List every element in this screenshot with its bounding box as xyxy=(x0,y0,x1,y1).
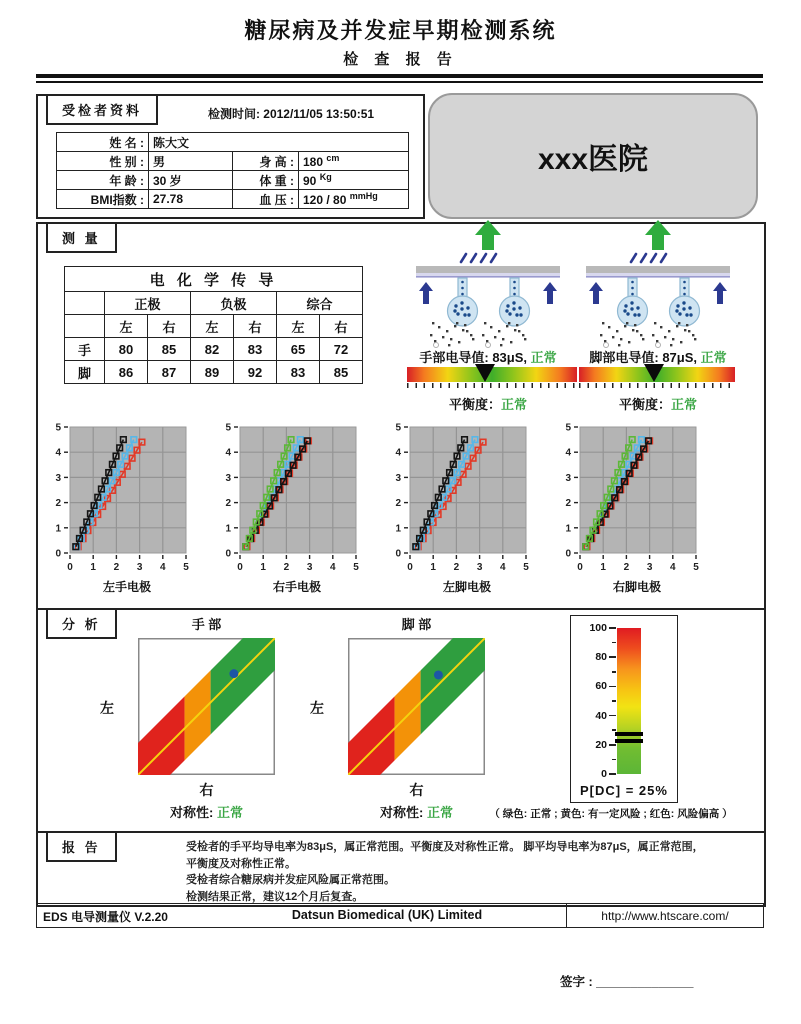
risk-scale-tick xyxy=(612,700,616,702)
report-line: 受检者的手平均导电率为83μS，属正常范围。平衡度及对称性正常。 脚平均导电率为87μS，属正常范围， xyxy=(186,841,704,853)
svg-text:3: 3 xyxy=(646,562,653,573)
table-row xyxy=(65,292,363,315)
group-combined: 综合 xyxy=(277,292,363,315)
gender-value: 男 xyxy=(149,152,233,171)
report-section xyxy=(36,831,766,907)
name-value: 陈大文 xyxy=(149,133,409,152)
svg-text:5: 5 xyxy=(395,422,401,434)
test-time-value: 2012/11/05 13:50:51 xyxy=(263,107,375,121)
electrode-chart-plot xyxy=(382,422,552,580)
svg-text:3: 3 xyxy=(395,472,401,484)
svg-text:3: 3 xyxy=(225,472,231,484)
bmi-value: 27.78 xyxy=(149,190,233,209)
foot-symmetry-diagram xyxy=(348,638,485,780)
svg-text:4: 4 xyxy=(55,447,61,459)
report-line: 检测结果正常，建议12个月后复查。 xyxy=(186,890,364,903)
hand-balance-bar xyxy=(407,367,577,382)
patient-table xyxy=(56,132,409,209)
row-label: 手 xyxy=(65,338,105,361)
svg-text:4: 4 xyxy=(225,447,231,459)
cell: 92 xyxy=(234,361,277,384)
foot-balance-line: 平衡度：正常 xyxy=(618,397,698,412)
report-line: 受检者综合糖尿病并发症风险属正常范围。 xyxy=(186,874,395,886)
electrode-chart-plot xyxy=(552,422,722,580)
hand-balance-line: 平衡度：正常 xyxy=(448,397,528,412)
svg-text:2: 2 xyxy=(623,562,630,573)
cell: 89 xyxy=(191,361,234,384)
svg-text:2: 2 xyxy=(565,498,571,510)
foot-balance-ticks xyxy=(579,383,735,388)
risk-scale-tick xyxy=(609,773,616,775)
svg-text:0: 0 xyxy=(407,562,413,573)
svg-text:5: 5 xyxy=(183,562,189,573)
corner-cell xyxy=(65,292,105,315)
measurement-section-label: 测 量 xyxy=(46,222,117,253)
age-value: 30 岁 xyxy=(149,171,233,190)
conduction-table xyxy=(64,266,363,384)
svg-text:4: 4 xyxy=(160,562,166,573)
svg-text:2: 2 xyxy=(283,562,290,573)
risk-scale-tick-label: 60 xyxy=(595,680,607,693)
risk-scale-tick-label: 20 xyxy=(595,738,607,751)
svg-text:1: 1 xyxy=(430,562,436,573)
row-label: 脚 xyxy=(65,361,105,384)
age-label: 年 龄 : xyxy=(57,171,149,190)
cell: 85 xyxy=(320,361,363,384)
signature-blank: ______________ xyxy=(596,975,694,989)
chart-caption: 左手电极 xyxy=(102,580,151,594)
risk-scale-tick-label: 0 xyxy=(601,768,607,780)
page-title: 糖尿病及并发症早期检测系统 xyxy=(244,18,557,43)
chart-left-foot xyxy=(382,422,552,595)
cell: 83 xyxy=(277,361,320,384)
report-text xyxy=(186,839,752,905)
side-header: 左 xyxy=(191,315,234,338)
table-row xyxy=(57,190,409,209)
cell: 83 xyxy=(234,338,277,361)
height-value: 180 $^{cm}$ xyxy=(299,152,409,171)
risk-value-marker xyxy=(615,732,643,737)
svg-text:2: 2 xyxy=(113,562,120,573)
page-subtitle: 检 查 报 告 xyxy=(343,51,458,68)
hospital-logo-box xyxy=(428,93,758,219)
patient-section-label: 受检者资料 xyxy=(46,94,158,125)
side-header: 右 xyxy=(320,315,363,338)
foot-status: 正常 xyxy=(700,350,727,365)
svg-text:5: 5 xyxy=(693,562,699,573)
svg-text:3: 3 xyxy=(565,472,571,484)
weight-unit: Kg xyxy=(319,172,332,182)
svg-text:5: 5 xyxy=(225,422,231,434)
risk-scale-tick xyxy=(609,627,616,629)
cell: 82 xyxy=(191,338,234,361)
device-version: EDS 电导测量仪 V.2.20 xyxy=(43,910,168,924)
risk-scale xyxy=(570,615,678,803)
svg-text:2: 2 xyxy=(55,498,61,510)
hand-left-axis-label: 左 xyxy=(100,700,114,716)
foot-gland-illustration xyxy=(578,218,738,350)
foot-symmetry-line: 对称性: 正常 xyxy=(380,805,453,820)
foot-balance-marker xyxy=(644,364,664,382)
cell: 72 xyxy=(320,338,363,361)
risk-scale-tick xyxy=(609,744,616,746)
svg-text:1: 1 xyxy=(565,523,571,535)
cell: 65 xyxy=(277,338,320,361)
chart-right-hand xyxy=(212,422,382,595)
svg-text:2: 2 xyxy=(395,498,401,510)
svg-text:4: 4 xyxy=(670,562,676,573)
svg-text:2: 2 xyxy=(225,498,231,510)
bmi-label: BMI指数 : xyxy=(57,190,149,209)
side-header: 左 xyxy=(105,315,148,338)
risk-gradient-bar xyxy=(617,628,641,774)
chart-caption: 右手电极 xyxy=(272,580,321,594)
svg-text:4: 4 xyxy=(330,562,336,573)
header-divider xyxy=(36,74,763,83)
weight-value: 90 $^{Kg}$ xyxy=(299,171,409,190)
cell: 80 xyxy=(105,338,148,361)
svg-text:3: 3 xyxy=(306,562,313,573)
risk-scale-tick-label: 100 xyxy=(589,622,607,634)
risk-scale-tick xyxy=(612,642,616,644)
svg-text:4: 4 xyxy=(565,447,571,459)
hand-balance-ticks xyxy=(407,383,577,388)
svg-text:1: 1 xyxy=(55,523,61,535)
svg-text:1: 1 xyxy=(600,562,606,573)
risk-legend: （ 绿色: 正常 ; 黄色: 有一定风险 ; 红色: 风险偏高 ） xyxy=(489,808,733,820)
symmetry-band-plot xyxy=(138,638,275,775)
company-name: Datsun Biomedical (UK) Limited xyxy=(291,908,483,922)
hand-conductance-line: 手部电导值: 83μS, 正常 xyxy=(419,350,557,365)
group-negative: 负极 xyxy=(191,292,277,315)
bp-label: 血 压 : xyxy=(233,190,299,209)
signature-line: 签字 : ______________ xyxy=(560,975,694,989)
patient-section xyxy=(36,94,425,219)
name-label: 姓 名 : xyxy=(57,133,149,152)
svg-text:0: 0 xyxy=(577,562,583,573)
table-row-foot xyxy=(65,361,363,384)
hand-status: 正常 xyxy=(530,350,557,365)
svg-text:4: 4 xyxy=(500,562,506,573)
conduction-table-title: 电 化 学 传 导 xyxy=(65,267,363,292)
side-header: 左 xyxy=(277,315,320,338)
svg-text:4: 4 xyxy=(395,447,401,459)
hand-balance-marker xyxy=(475,364,495,382)
group-positive: 正极 xyxy=(105,292,191,315)
chart-caption: 右脚电极 xyxy=(612,580,661,594)
footer-bar xyxy=(36,903,764,928)
svg-text:0: 0 xyxy=(67,562,73,573)
svg-text:1: 1 xyxy=(90,562,96,573)
height-label: 身 高 : xyxy=(233,152,299,171)
test-time-label: 检测时间: xyxy=(207,107,260,121)
risk-scale-tick xyxy=(609,715,616,717)
svg-text:0: 0 xyxy=(395,548,401,560)
foot-balance-bar xyxy=(579,367,735,382)
table-row xyxy=(57,133,409,152)
hospital-name: xxx医院 xyxy=(537,143,649,176)
report-line: 平衡度及对称性正常。 xyxy=(186,857,296,870)
svg-text:5: 5 xyxy=(565,422,571,434)
svg-text:0: 0 xyxy=(565,548,571,560)
risk-value-label: P[DC] = 25% xyxy=(580,783,668,798)
svg-text:2: 2 xyxy=(453,562,460,573)
table-row xyxy=(57,171,409,190)
table-row-hand xyxy=(65,338,363,361)
cell: 86 xyxy=(105,361,148,384)
risk-value-marker xyxy=(615,739,643,744)
chart-left-hand xyxy=(42,422,212,595)
risk-scale-tick xyxy=(609,686,616,688)
hand-gland-illustration xyxy=(408,218,568,350)
chart-right-foot xyxy=(552,422,722,595)
hand-diagram-title: 手 部 xyxy=(191,617,222,632)
side-header: 右 xyxy=(148,315,191,338)
cell: 87 xyxy=(148,361,191,384)
bp-value: 120 / 80 $^{mmHg}$ xyxy=(299,190,409,209)
hand-symmetry-line: 对称性: 正常 xyxy=(170,805,243,820)
foot-diagram-title: 脚 部 xyxy=(401,617,432,632)
svg-text:1: 1 xyxy=(225,523,231,535)
chart-caption: 左脚电极 xyxy=(442,580,491,594)
risk-scale-tick xyxy=(609,656,616,658)
height-unit: cm xyxy=(326,153,340,163)
foot-right-axis-label: 右 xyxy=(409,782,424,798)
table-row xyxy=(65,315,363,338)
svg-text:5: 5 xyxy=(55,422,61,434)
electrode-chart-plot xyxy=(212,422,382,580)
cell: 85 xyxy=(148,338,191,361)
hand-symmetry-diagram xyxy=(138,638,275,780)
hand-right-axis-label: 右 xyxy=(199,782,214,798)
weight-label: 体 重 : xyxy=(233,171,299,190)
risk-scale-tick xyxy=(612,759,616,761)
risk-scale-tick-label: 40 xyxy=(595,709,607,722)
svg-text:3: 3 xyxy=(55,472,61,484)
risk-scale-tick xyxy=(612,671,616,673)
website-url[interactable]: http://www.htscare.com/ xyxy=(566,904,763,927)
svg-text:1: 1 xyxy=(395,523,401,535)
symmetry-band-plot xyxy=(348,638,485,775)
foot-left-axis-label: 左 xyxy=(310,700,324,716)
svg-text:3: 3 xyxy=(476,562,483,573)
svg-text:3: 3 xyxy=(136,562,143,573)
svg-text:5: 5 xyxy=(523,562,529,573)
analysis-section-label: 分 析 xyxy=(46,608,117,639)
risk-scale-tick-label: 80 xyxy=(595,651,607,664)
bp-unit: mmHg xyxy=(349,191,378,201)
report-section-label: 报 告 xyxy=(46,831,117,862)
gender-label: 性 别 : xyxy=(57,152,149,171)
svg-text:5: 5 xyxy=(353,562,359,573)
svg-text:0: 0 xyxy=(237,562,243,573)
side-header: 右 xyxy=(234,315,277,338)
foot-conductance-line: 脚部电导值: 87μS, 正常 xyxy=(589,350,727,365)
svg-text:1: 1 xyxy=(260,562,266,573)
svg-text:0: 0 xyxy=(55,548,61,560)
table-row xyxy=(57,152,409,171)
svg-text:0: 0 xyxy=(225,548,231,560)
electrode-chart-plot xyxy=(42,422,212,580)
